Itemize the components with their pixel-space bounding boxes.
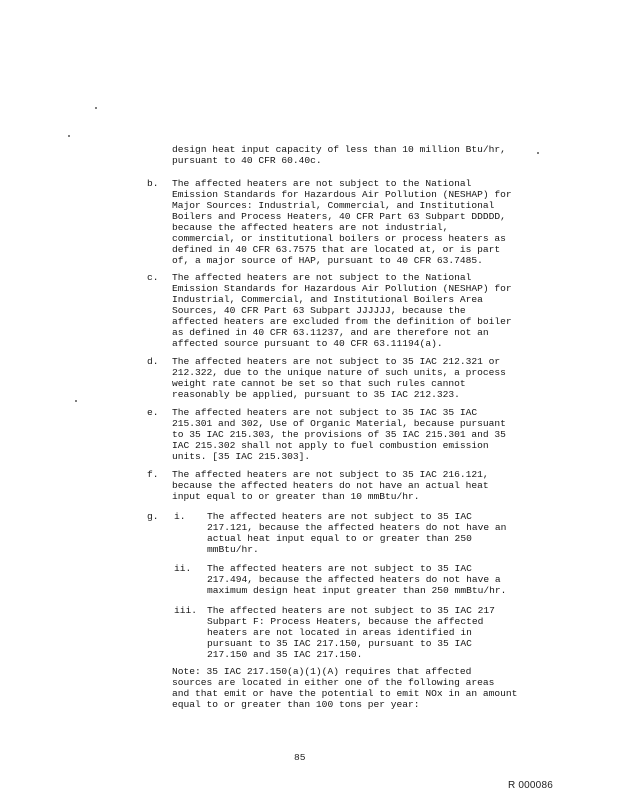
item-e-line: 215.301 and 302, Use of Organic Material, because pursuant [172,418,506,429]
subitem-ii-line: 217.494, because the affected heaters do not have a [207,574,501,585]
item-b-line: commercial, or institutional boilers or process heaters as [172,233,506,244]
subitem-iii-line: pursuant to 35 IAC 217.150, pursuant to 35 IAC [207,638,472,649]
note-line: equal to or greater than 100 tons per year: [172,699,420,710]
subitem-i-line: 217.121, because the affected heaters do not have an [207,522,507,533]
page-number: 85 [294,752,306,763]
item-e-line: IAC 215.302 shall not apply to fuel combustion emission [172,440,489,451]
subitem-ii-line: The affected heaters are not subject to 35 IAC [207,563,472,574]
subitem-label-ii: ii. [174,563,192,574]
item-label-e: e. [147,407,159,418]
item-b-line: because the affected heaters are not industrial, [172,222,449,233]
item-f-line: because the affected heaters do not have an actual heat [172,480,489,491]
scan-speck [75,400,77,402]
scan-speck [537,152,539,154]
item-label-c: c. [147,272,159,283]
subitem-i-line: mmBtu/hr. [207,544,259,555]
item-b-line: Boilers and Process Heaters, 40 CFR Part 63 Subpart DDDDD, [172,211,506,222]
subitem-label-iii: iii. [174,605,198,616]
note-line: sources are located in either one of the following areas [172,677,495,688]
intro-line: pursuant to 40 CFR 60.40c. [172,155,322,166]
subitem-iii-line: Subpart F: Process Heaters, because the affected [207,616,484,627]
item-e-line: The affected heaters are not subject to 35 IAC 35 IAC [172,407,478,418]
item-c-line: affected source pursuant to 40 CFR 63.11194(a). [172,338,443,349]
subitem-ii-line: maximum design heat input greater than 250 mmBtu/hr. [207,585,507,596]
item-d-line: 212.322, due to the unique nature of such units, a process [172,367,506,378]
item-d-line: The affected heaters are not subject to 35 IAC 212.321 or [172,356,501,367]
item-b-line: Major Sources: Industrial, Commercial, and Institutional [172,200,495,211]
bates-number: R 000086 [508,780,553,791]
note-line: Note: 35 IAC 217.150(a)(1)(A) requires that affected [172,666,472,677]
item-c-line: Sources, 40 CFR Part 63 Subpart JJJJJJ, because the [172,305,466,316]
intro-line: design heat input capacity of less than 10 million Btu/hr, [172,144,506,155]
item-d-line: weight rate cannot be set so that such rules cannot [172,378,466,389]
subitem-i-line: actual heat input equal to or greater than 250 [207,533,472,544]
item-c-line: Industrial, Commercial, and Institutional Boilers Area [172,294,483,305]
scan-speck [95,107,97,109]
item-label-g: g. [147,511,159,522]
subitem-iii-line: The affected heaters are not subject to 35 IAC 217 [207,605,495,616]
subitem-iii-line: heaters are not located in areas identified in [207,627,472,638]
item-e-line: to 35 IAC 215.303, the provisions of 35 IAC 215.301 and 35 [172,429,506,440]
item-c-line: Emission Standards for Hazardous Air Pollution (NESHAP) for [172,283,512,294]
item-b-line: defined in 40 CFR 63.7575 that are located at, or is part [172,244,501,255]
item-f-line: The affected heaters are not subject to 35 IAC 216.121, [172,469,489,480]
item-f-line: input equal to or greater than 10 mmBtu/hr. [172,491,420,502]
item-label-f: f. [147,469,159,480]
item-label-b: b. [147,178,159,189]
item-d-line: reasonably be applied, pursuant to 35 IAC 212.323. [172,389,460,400]
item-c-line: affected heaters are excluded from the definition of boiler [172,316,512,327]
subitem-label-i: i. [174,511,186,522]
item-label-d: d. [147,356,159,367]
item-b-line: Emission Standards for Hazardous Air Pollution (NESHAP) for [172,189,512,200]
item-b-line: The affected heaters are not subject to the National [172,178,472,189]
item-b-line: of, a major source of HAP, pursuant to 40 CFR 63.7485. [172,255,483,266]
subitem-iii-line: 217.150 and 35 IAC 217.150. [207,649,363,660]
item-c-line: The affected heaters are not subject to the National [172,272,472,283]
item-e-line: units. [35 IAC 215.303]. [172,451,311,462]
subitem-i-line: The affected heaters are not subject to 35 IAC [207,511,472,522]
scan-speck [68,135,70,137]
note-line: and that emit or have the potential to emit NOx in an amount [172,688,518,699]
item-c-line: as defined in 40 CFR 63.11237, and are therefore not an [172,327,489,338]
